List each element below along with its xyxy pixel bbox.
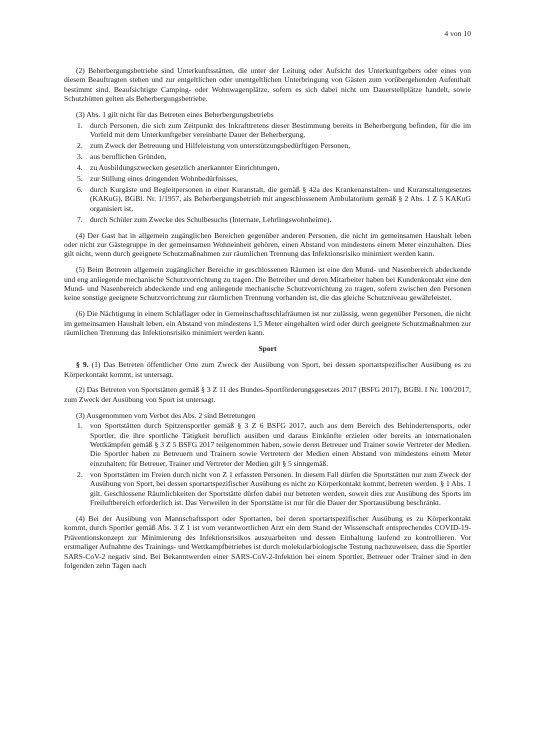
paragraph-sport-1-text: (1) Das Betreten öffentlicher Orte zum Zweck der Ausübung von Sport, bei dessen sportartspezifischer Ausübung es zu Körperkontakt kommt, ist untersagt. — [64, 360, 471, 379]
list-item-text: von Sportstätten im Freien durch nicht von Z 1 erfassten Personen. In diesem Fall dürfen die Sportstätten nur zum Zweck der Ausübung von Sport, bei dessen sportartspezifischer Ausübung es nicht zu Körperkontakt kommt, betreten werden. § 1 Abs. 1 gilt. Geschlossene Räumlichkeiten der Sportstätte dürfen dabei nur betreten werden, soweit dies zur Ausübung des Sports im Freiluftbereich erforderlich ist. Das Verweilen in der Sportstätte ist nur für die Dauer der Sportausübung beschränkt. — [90, 469, 471, 508]
list-item-number: 5. — [77, 174, 83, 184]
list-item — [64, 152, 471, 161]
paragraph-beherbergung-3-lead: (3) Abs. 1 gilt nicht für das Betreten eines Beherbergungsbetriebs — [76, 110, 274, 120]
list-item-text: zum Zweck der Betreuung und Hilfeleistung von unterstützungsbedürftigen Personen, — [90, 141, 351, 151]
list-item — [64, 215, 471, 224]
list-item — [64, 470, 471, 508]
paragraph-sport-4: (4) Bei der Ausübung von Mannschaftssport oder Sportarten, bei deren sportartspezifischer Ausübung es zu Körperkontakt kommt, durch Sportler gemäß Abs. 3 Z 1 ist vom verantwortlichen Arzt ein dem Stand der Wissenschaft entsprechendes COVID-19-Präventionskonzept zur Minimierung des Infektionsrisikos auszuarbeiten und dessen Einhaltung laufend zu kontrollieren. Vor erstmaliger Aufnahme des Trainings- und Wettkampfbetriebes ist durch molekularbiologische Testung nachzuweisen, dass die Sportler SARS-CoV-2 negativ sind. Bei Bekanntwerden einer SARS-CoV-2-Infektion bei einem Sportler, Betreuer oder Trainer sind in den folgenden zehn Tagen nach — [64, 513, 471, 570]
list-item-text: durch Personen, die sich zum Zeitpunkt des Inkrafttretens dieser Bestimmung bereits in Beherbergung befinden, für die im Vorfeld mit dem Unterkunftgeber vereinbarte Dauer der Beherbergung, — [90, 120, 471, 140]
list-item — [64, 185, 471, 213]
list-item-number: 1. — [77, 421, 83, 431]
paragraph-sport-1 — [64, 360, 471, 379]
list-item — [64, 421, 471, 468]
paragraph-sport-2: (2) Das Betreten von Sportstätten gemäß § 3 Z 11 des Bundes-Sportförderungsgesetzes 2017 (BSFG 2017), BGBl. I Nr. 100/2017, zum Zweck der Ausübung von Sport ist untersagt. — [64, 385, 471, 404]
exceptions-list-beherbergung — [64, 121, 471, 225]
page-number: 4 von 10 — [444, 29, 471, 38]
list-item-text: zur Stillung eines dringenden Wohnbedürfnisses, — [90, 174, 238, 184]
section-heading-sport: Sport — [258, 343, 277, 353]
paragraph-beherbergung-4: (4) Der Gast hat in allgemein zugänglichen Bereichen gegenüber anderen Personen, die nicht im gemeinsamen Haushalt leben oder nicht zur Gästegruppe in der gemeinsamen Wohneinheit gehören, einen Abstand von mindestens einem Meter einzuhalten. Dies gilt nicht, wenn durch geeignete Schutzmaßnahmen zur räumlichen Trennung das Infektionsrisiko minimiert werden kann. — [64, 230, 471, 259]
list-item-number: 6. — [77, 185, 83, 195]
list-item — [64, 174, 471, 183]
list-item-number: 1. — [77, 120, 83, 130]
paragraph-beherbergung-6: (6) Die Nächtigung in einem Schlaflager oder in Gemeinschaftsschlafräumen ist nur zulässig, wenn gegenüber Personen, die nicht im gemeinsamen Haushalt leben, ein Abstand von mindestens 1,5 Meter eingehalten wird oder durch geeignete Schutzmaßnahmen zur räumlichen Trennung das Infektionsrisiko minimiert werden kann. — [64, 309, 471, 338]
list-item — [64, 163, 471, 172]
section-mark: § 9. — [76, 360, 89, 370]
list-item-text: durch Schüler zum Zwecke des Schulbesuchs (Internate, Lehrlingswohnheime). — [90, 214, 332, 224]
list-item-number: 2. — [77, 141, 83, 151]
paragraph-beherbergung-5: (5) Beim Betreten allgemein zugänglicher Bereiche in geschlossenen Räumen ist eine den Mund- und Nasenbereich abdeckende und eng anliegende mechanische Schutzvorrichtung zu tragen. Die Betreiber und deren Mitarbeiter haben bei Kundenkontakt eine den Mund- und Nasenbereich abdeckende und eng anliegende mechanische Schutzvorrichtung zu tragen, sofern zwischen den Personen keine sonstige geeignete Schutzvorrichtung zur räumlichen Trennung vorhanden ist, die das gleiche Schutzniveau gewährleistet. — [64, 265, 471, 303]
list-item-number: 2. — [77, 469, 83, 479]
list-item — [64, 121, 471, 140]
list-item — [64, 141, 471, 150]
list-item-number: 4. — [77, 163, 83, 173]
list-item-text: aus beruflichen Gründen, — [90, 152, 167, 162]
list-item-number: 7. — [77, 214, 83, 224]
paragraph-sport-3-lead: (3) Ausgenommen vom Verbot des Abs. 2 sind Betretungen — [76, 410, 256, 420]
paragraph-beherbergung-2: (2) Beherbergungsbetriebe sind Unterkunftsstätten, die unter der Leitung oder Aufsicht des Unterkunftgebers oder eines von diesem Beauftragten stehen und zur entgeltlichen oder unentgeltlichen Unterbringung von Gästen zum vorübergehenden Aufenthalt bestimmt sind. Beaufsichtigte Camping- oder Wohnwagenplätze, sofern es sich dabei nicht um Dauerstellplätze handelt, sowie Schutzhütten gelten als Beherbergungsbetriebe. — [64, 66, 471, 104]
list-item-text: durch Kurgäste und Begleitpersonen in einer Kuranstalt, die gemäß § 42a des Krankenanstalten- und Kuranstaltengesetzes (KAKuG), BGBl. Nr. 1/1957, als Beherbergungsbetrieb mit angeschlossenem Ambulatorium gemäß § 2 Abs. 1 Z 5 KAKuG organisiert ist, — [90, 185, 471, 213]
list-item-text: von Sportstätten durch Spitzensportler gemäß § 3 Z 6 BSFG 2017, auch aus dem Bereich des Behindertensports, oder Sportler, die ihre sportliche Tätigkeit beruflich ausüben und daraus Einkünfte erzielen oder bereits an internationalen Wettkämpfen gemäß § 3 Z 5 BSFG 2017 teilgenommen haben, sowie deren Betreuer und Trainer sowie Vertreter der Medien. Die Sportler haben zu Betreuern und Trainern sowie Vertretern der Medien einen Abstand von mindestens einem Meter einzuhalten; für Betreuer, Trainer und Vertreter der Medien gilt § 5 sinngemäß. — [90, 421, 471, 468]
list-item-number: 3. — [77, 152, 83, 162]
exceptions-list-sport — [64, 421, 471, 507]
list-item-text: zu Ausbildungszwecken gesetzlich anerkannter Einrichtungen, — [90, 163, 280, 173]
